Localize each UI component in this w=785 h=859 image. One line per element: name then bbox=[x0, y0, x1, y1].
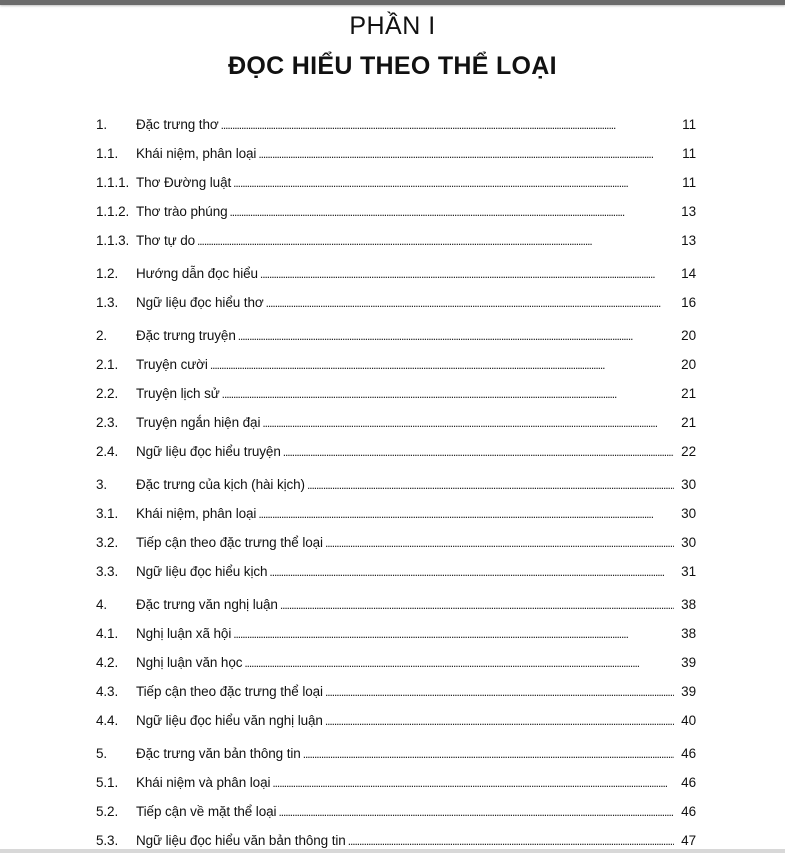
toc-entry-page: 46 bbox=[681, 804, 696, 819]
top-border bbox=[0, 0, 785, 5]
toc-dot-leader bbox=[266, 288, 674, 318]
toc-entry-page: 11 bbox=[682, 175, 696, 190]
toc-dot-leader bbox=[262, 408, 674, 438]
toc-section bbox=[96, 470, 696, 586]
toc-entry-number: 1.1. bbox=[96, 146, 119, 161]
toc-dot-leader bbox=[269, 557, 674, 587]
toc-entry-page: 39 bbox=[681, 684, 696, 699]
toc-entry-number: 5. bbox=[96, 746, 108, 761]
bottom-border bbox=[0, 849, 785, 853]
toc-dot-leader bbox=[197, 226, 674, 256]
toc-entry-page: 13 bbox=[681, 233, 696, 248]
toc-dot-leader bbox=[233, 619, 674, 649]
toc-entry-number: 1. bbox=[96, 117, 108, 132]
toc-dot-leader bbox=[325, 706, 674, 736]
toc-entry[interactable] bbox=[96, 350, 696, 379]
toc-dot-leader bbox=[278, 797, 674, 827]
toc-entry-page: 30 bbox=[681, 506, 696, 521]
toc-entry[interactable] bbox=[96, 379, 696, 408]
toc-entry[interactable] bbox=[96, 259, 696, 288]
toc-dot-leader bbox=[258, 139, 674, 169]
toc-entry[interactable] bbox=[96, 139, 696, 168]
toc-entry[interactable] bbox=[96, 590, 696, 619]
toc-entry[interactable] bbox=[96, 288, 696, 317]
toc-dot-leader bbox=[233, 168, 674, 198]
toc-entry-title: Ngữ liệu đọc hiểu văn bản thông tin bbox=[136, 833, 346, 848]
toc-dot-leader bbox=[260, 259, 674, 289]
toc-entry-number: 2.4. bbox=[96, 444, 119, 459]
toc-entry-title: Đặc trưng truyện bbox=[136, 328, 236, 343]
toc-entry-page: 21 bbox=[681, 415, 696, 430]
toc-section bbox=[96, 321, 696, 466]
toc-entry-title: Nghị luận văn học bbox=[136, 655, 243, 670]
toc-entry-number: 4.2. bbox=[96, 655, 119, 670]
toc-dot-leader bbox=[307, 470, 674, 500]
toc-entry[interactable] bbox=[96, 437, 696, 466]
toc-entry[interactable] bbox=[96, 321, 696, 350]
toc-entry-title: Hướng dẫn đọc hiểu bbox=[136, 266, 258, 281]
toc-entry-number: 2.2. bbox=[96, 386, 119, 401]
toc-entry-number: 4.1. bbox=[96, 626, 119, 641]
toc-dot-leader bbox=[238, 321, 674, 351]
toc-entry-page: 30 bbox=[681, 535, 696, 550]
toc-entry-page: 14 bbox=[681, 266, 696, 281]
toc-entry-page: 30 bbox=[681, 477, 696, 492]
toc-entry[interactable] bbox=[96, 168, 696, 197]
toc-entry-number: 4.4. bbox=[96, 713, 119, 728]
toc-entry-title: Thơ tự do bbox=[136, 233, 196, 248]
toc-entry[interactable] bbox=[96, 797, 696, 826]
toc-entry-page: 31 bbox=[681, 564, 696, 579]
toc-entry[interactable] bbox=[96, 557, 696, 586]
toc-entry[interactable] bbox=[96, 648, 696, 677]
toc-entry-page: 40 bbox=[681, 713, 696, 728]
toc-entry-title: Ngữ liệu đọc hiểu kịch bbox=[136, 564, 268, 579]
toc-entry-title: Truyện ngắn hiện đại bbox=[136, 415, 261, 430]
toc-dot-leader bbox=[222, 379, 674, 409]
toc-dot-leader bbox=[221, 110, 674, 140]
toc-entry-title: Đặc trưng thơ bbox=[136, 117, 219, 132]
toc-entry-number: 1.1.2. bbox=[96, 204, 130, 219]
toc-entry-number: 4. bbox=[96, 597, 108, 612]
toc-dot-leader bbox=[244, 648, 674, 678]
toc-dot-leader bbox=[325, 528, 674, 558]
toc-entry-page: 46 bbox=[681, 746, 696, 761]
toc-entry-title: Truyện lịch sử bbox=[136, 386, 220, 401]
toc-entry-page: 22 bbox=[681, 444, 696, 459]
toc-dot-leader bbox=[258, 499, 674, 529]
toc-dot-leader bbox=[280, 590, 674, 620]
toc-dot-leader bbox=[303, 739, 674, 769]
toc-entry[interactable] bbox=[96, 528, 696, 557]
toc-section bbox=[96, 739, 696, 855]
toc-entry-number: 2. bbox=[96, 328, 108, 343]
toc-dot-leader bbox=[230, 197, 674, 227]
table-of-contents bbox=[96, 110, 696, 859]
toc-dot-leader bbox=[283, 437, 674, 467]
toc-entry[interactable] bbox=[96, 499, 696, 528]
toc-entry-number: 4.3. bbox=[96, 684, 119, 699]
toc-entry-title: Thơ Đường luật bbox=[136, 175, 232, 190]
toc-section bbox=[96, 590, 696, 735]
toc-entry-title: Ngữ liệu đọc hiểu văn nghị luận bbox=[136, 713, 323, 728]
toc-entry-title: Tiếp cận theo đặc trưng thể loại bbox=[136, 535, 323, 550]
toc-entry-number: 2.3. bbox=[96, 415, 119, 430]
toc-entry-number: 1.2. bbox=[96, 266, 119, 281]
toc-entry[interactable] bbox=[96, 706, 696, 735]
toc-entry-number: 2.1. bbox=[96, 357, 119, 372]
toc-dot-leader bbox=[210, 350, 674, 380]
toc-dot-leader bbox=[325, 677, 674, 707]
toc-entry-title: Tiếp cận theo đặc trưng thể loại bbox=[136, 684, 323, 699]
part-label: PHẦN I bbox=[349, 12, 436, 40]
toc-entry-page: 13 bbox=[681, 204, 696, 219]
toc-entry-page: 47 bbox=[681, 833, 696, 848]
toc-dot-leader bbox=[272, 768, 674, 798]
toc-entry-page: 46 bbox=[681, 775, 696, 790]
toc-entry-number: 3.2. bbox=[96, 535, 119, 550]
toc-section bbox=[96, 110, 696, 255]
toc-entry-number: 3.3. bbox=[96, 564, 119, 579]
toc-entry-title: Đặc trưng của kịch (hài kịch) bbox=[136, 477, 305, 492]
toc-entry[interactable] bbox=[96, 739, 696, 768]
toc-entry-number: 1.3. bbox=[96, 295, 119, 310]
toc-entry-title: Tiếp cận về mặt thể loại bbox=[136, 804, 277, 819]
toc-entry-number: 5.3. bbox=[96, 833, 119, 848]
toc-entry[interactable] bbox=[96, 677, 696, 706]
toc-entry-title: Thơ trào phúng bbox=[136, 204, 228, 219]
toc-entry-number: 3.1. bbox=[96, 506, 119, 521]
toc-entry-number: 1.1.3. bbox=[96, 233, 130, 248]
toc-entry[interactable] bbox=[96, 197, 696, 226]
toc-entry-title: Khái niệm, phân loại bbox=[136, 146, 257, 161]
toc-entry-page: 20 bbox=[681, 328, 696, 343]
toc-entry-title: Ngữ liệu đọc hiểu thơ bbox=[136, 295, 264, 310]
toc-entry-page: 38 bbox=[681, 626, 696, 641]
toc-entry[interactable] bbox=[96, 408, 696, 437]
toc-entry-page: 39 bbox=[681, 655, 696, 670]
toc-entry[interactable] bbox=[96, 226, 696, 255]
toc-entry-number: 3. bbox=[96, 477, 108, 492]
toc-entry-title: Nghị luận xã hội bbox=[136, 626, 232, 641]
toc-entry[interactable] bbox=[96, 619, 696, 648]
toc-section bbox=[96, 259, 696, 317]
toc-entry[interactable] bbox=[96, 768, 696, 797]
toc-entry-page: 11 bbox=[682, 146, 696, 161]
toc-entry-title: Ngữ liệu đọc hiểu truyện bbox=[136, 444, 281, 459]
toc-entry-page: 20 bbox=[681, 357, 696, 372]
toc-entry[interactable] bbox=[96, 110, 696, 139]
toc-entry-page: 16 bbox=[681, 295, 696, 310]
toc-entry-title: Khái niệm, phân loại bbox=[136, 506, 257, 521]
page-title: ĐỌC HIỂU THEO THỂ LOẠI bbox=[228, 52, 557, 80]
toc-entry[interactable] bbox=[96, 470, 696, 499]
toc-entry-title: Đặc trưng văn nghị luận bbox=[136, 597, 278, 612]
toc-entry-title: Truyện cười bbox=[136, 357, 208, 372]
toc-entry-title: Khái niệm và phân loại bbox=[136, 775, 271, 790]
toc-entry-number: 1.1.1. bbox=[96, 175, 130, 190]
toc-entry-page: 21 bbox=[681, 386, 696, 401]
toc-entry-title: Đặc trưng văn bản thông tin bbox=[136, 746, 301, 761]
toc-entry-number: 5.2. bbox=[96, 804, 119, 819]
toc-entry-page: 38 bbox=[681, 597, 696, 612]
toc-entry-page: 11 bbox=[682, 117, 696, 132]
toc-entry-number: 5.1. bbox=[96, 775, 119, 790]
